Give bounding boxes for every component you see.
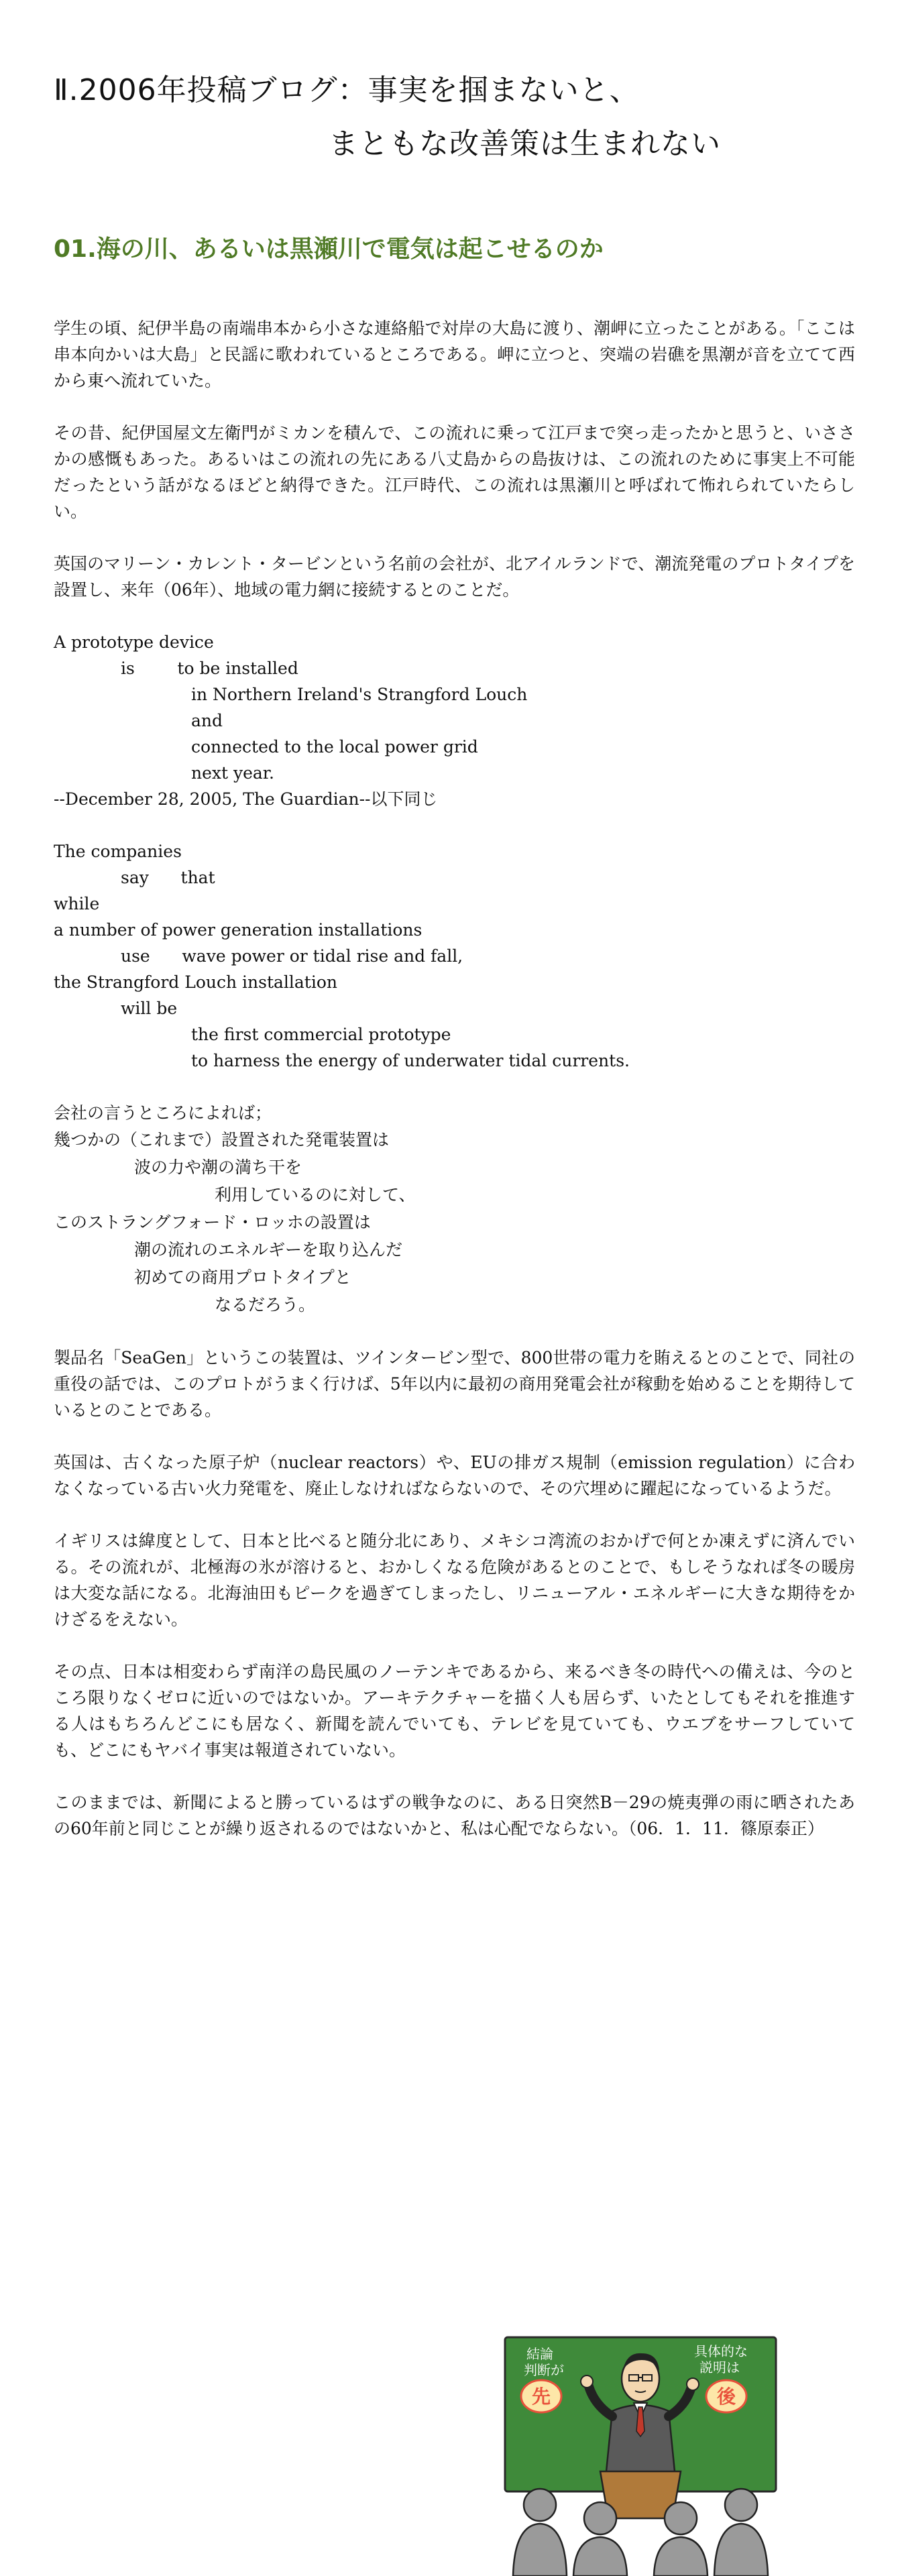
title-line-2: まともな改善策は生まれない: [329, 127, 721, 161]
english-quote-2: [54, 838, 855, 1074]
paragraph-5: 製品名「SeaGen」というこの装置は、ツインタービン型で、800世帯の電力を賄えるとのことで、同社の重役の話では、このプロトがうまく行けば、5年以内に最初の商用発電会社が稼動を始めることを期待しているとのことである。: [54, 1348, 855, 1420]
translation-line: 波の力や潮の満ち干を: [134, 1158, 302, 1177]
title-line-1: Ⅱ.2006年投稿ブログ：事実を掴まないと、: [54, 73, 640, 107]
translation-line: 潮の流れのエネルギーを取り込んだ: [134, 1240, 403, 1259]
lecturer-cartoon: [500, 2317, 781, 2576]
page-title: [54, 64, 858, 171]
quote-source: --December 28, 2005, The Guardian--以下同じ: [54, 789, 438, 809]
quote-line: the first commercial prototype: [191, 1025, 451, 1044]
english-quote-1: [54, 629, 855, 812]
quote-line: and: [191, 711, 223, 730]
quote-line: The companies: [54, 842, 182, 861]
quote-line: is to be installed: [121, 659, 298, 678]
bubble-word-left: 先: [532, 2386, 551, 2408]
paragraph-6: 英国は、古くなった原子炉（nuclear reactors）や、EUの排ガス規制（emission regulation）に合わなくなっている古い火力発電を、廃止しなければならないので、その穴埋めに躍起になっているようだ。: [54, 1453, 855, 1498]
translation-line: 利用しているのに対して、: [215, 1185, 416, 1205]
paragraph-3: 英国のマリーン・カレント・タービンという名前の会社が、北アイルランドで、潮流発電のプロトタイプを設置し、来年（06年）、地域の電力網に接続するとのことだ。: [54, 554, 855, 600]
translation-line: 初めての商用プロトタイプと: [134, 1268, 351, 1287]
translation-line: このストラングフォード・ロッホの設置は: [54, 1213, 371, 1232]
quote-line: while: [54, 894, 100, 913]
paragraph-4: 会社の言うところによれば；: [54, 1103, 272, 1123]
japanese-translation: [54, 1126, 855, 1319]
quote-line: use wave power or tidal rise and fall,: [121, 946, 463, 966]
quote-line: say that: [121, 868, 215, 887]
article-body: [54, 315, 855, 1868]
bubble-text-right-2: 説明は: [699, 2359, 740, 2375]
translation-line: 幾つかの（これまで）設置された発電装置は: [54, 1130, 390, 1150]
bubble-text-left-1: 結論: [526, 2346, 553, 2362]
paragraph-7: イギリスは緯度として、日本と比べると随分北にあり、メキシコ湾流のおかげで何とか凍えずに済んでいる。その流れが、北極海の氷が溶けると、おかしくなる危険があるとのことで、もしそうなれば冬の暖房は大変な話になる。北海油田もピークを過ぎてしまったし、リニューアル・エネルギーに大きな期待をかけざるをえない。: [54, 1531, 855, 1629]
bubble-text-right-1: 具体的な: [694, 2343, 748, 2359]
quote-line: will be: [121, 999, 178, 1018]
paragraph-8: その点、日本は相変わらず南洋の島民風のノーテンキであるから、来るべき冬の時代への備えは、今のところ限りなくゼロに近いのではないか。アーキテクチャーを描く人も居らず、いたとしてもそれを推進する人はもちろんどこにも居なく、新聞を読んでいても、テレビを見ていても、ウエブをサーフしていても、どこにもヤバイ事実は報道されていない。: [54, 1662, 855, 1760]
section-heading: 01.海の川、あるいは黒瀬川で電気は起こせるのか: [54, 235, 604, 263]
bubble-text-left-2: 判断が: [524, 2362, 564, 2378]
paragraph-2: その昔、紀伊国屋文左衛門がミカンを積んで、この流れに乗って江戸まで突っ走ったかと思うと、いささかの感慨もあった。あるいはこの流れの先にある八丈島からの島抜けは、この流れのために事実上不可能だったという話がなるほどと納得できた。江戸時代、この流れは黒瀬川と呼ばれて怖れられていたらしい。: [54, 423, 855, 521]
quote-line: connected to the local power grid: [191, 737, 478, 757]
quote-line: A prototype device: [54, 632, 214, 652]
paragraph-9: このままでは、新聞によると勝っているはずの戦争なのに、ある日突然B－29の焼夷弾の雨に晒されたあの60年前と同じことが繰り返されるのではないかと、私は心配でならない。（06．1．11．篠原泰正）: [54, 1793, 855, 1838]
paragraph-1: 学生の頃、紀伊半島の南端串本から小さな連絡船で対岸の大島に渡り、潮岬に立ったことがある。「ここは串本向かいは大島」と民謡に歌われているところである。岬に立つと、突端の岩礁を黒潮が音を立てて西から東へ流れていた。: [54, 319, 855, 390]
quote-line: in Northern Ireland's Strangford Louch: [191, 685, 528, 704]
translation-line: なるだろう。: [215, 1295, 316, 1314]
quote-line: a number of power generation installations: [54, 920, 423, 940]
quote-line: the Strangford Louch installation: [54, 972, 337, 992]
quote-line: next year.: [191, 763, 274, 783]
quote-line: to harness the energy of underwater tidal currents.: [191, 1051, 630, 1070]
bubble-word-right: 後: [717, 2386, 736, 2408]
